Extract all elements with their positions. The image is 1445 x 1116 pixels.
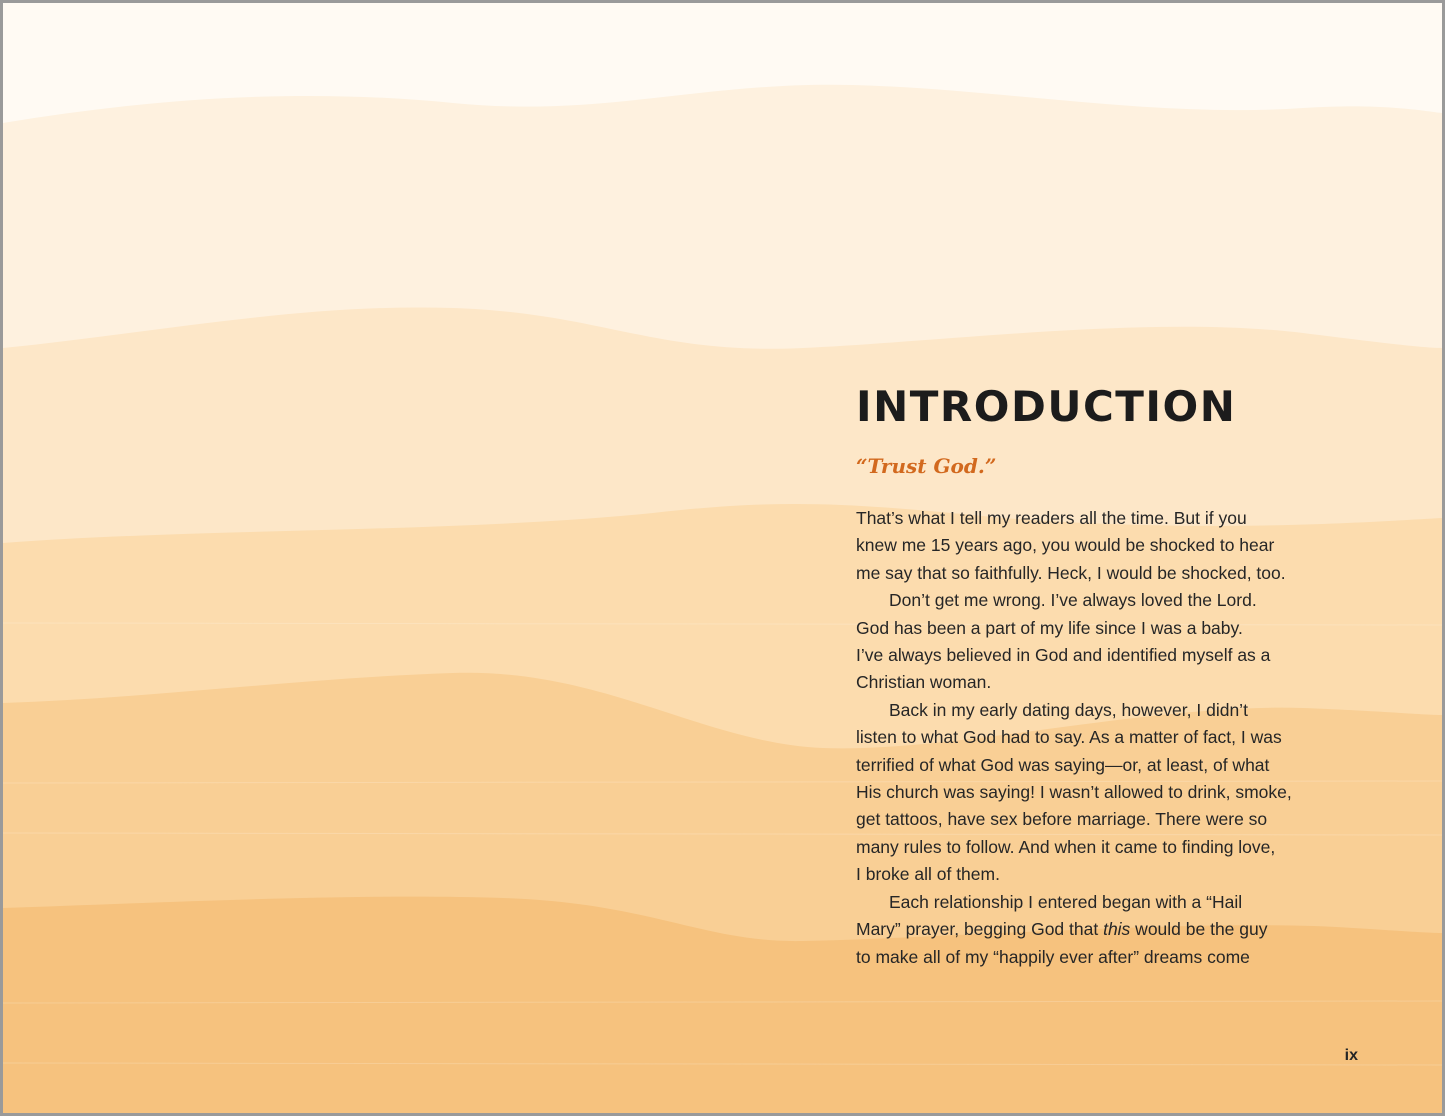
body-text-line: His church was saying! I wasn’t allowed to drink, smoke,: [856, 782, 1292, 803]
body-text-line: God has been a part of my life since I was a baby.: [856, 617, 1243, 638]
chapter-heading: INTRODUCTION: [856, 382, 1237, 431]
body-paragraphs: [856, 505, 1356, 971]
page-number: ix: [1344, 1047, 1358, 1064]
body-text-line: Each relationship I entered began with a “Hail: [889, 891, 1243, 912]
body-text-line: That’s what I tell my readers all the time. But if you: [856, 508, 1247, 528]
body-text-line: listen to what God had to say. As a matter of fact, I was: [856, 727, 1282, 748]
body-text-line: I broke all of them.: [856, 864, 1000, 885]
body-text-line: knew me 15 years ago, you would be shocked to hear: [856, 535, 1275, 556]
body-text-line: Mary” prayer, begging God that this would be the guy: [856, 919, 1268, 940]
body-text-line: Back in my early dating days, however, I didn’t: [889, 699, 1248, 720]
intro-text-column: [856, 377, 1356, 971]
body-text-line: Don’t get me wrong. I’ve always loved the Lord.: [889, 590, 1257, 611]
body-text-line: to make all of my “happily ever after” dreams come: [856, 946, 1250, 967]
body-text-line: many rules to follow. And when it came to finding love,: [856, 836, 1276, 857]
body-text-line: terrified of what God was saying—or, at least, of what: [856, 754, 1270, 775]
epigraph-quote: “Trust God.”: [856, 454, 997, 478]
body-text-line: me say that so faithfully. Heck, I would be shocked, too.: [856, 562, 1286, 583]
body-text-line: Christian woman.: [856, 672, 992, 693]
body-text-line: get tattoos, have sex before marriage. There were so: [856, 809, 1268, 830]
body-text-line: I’ve always believed in God and identified myself as a: [856, 645, 1271, 666]
